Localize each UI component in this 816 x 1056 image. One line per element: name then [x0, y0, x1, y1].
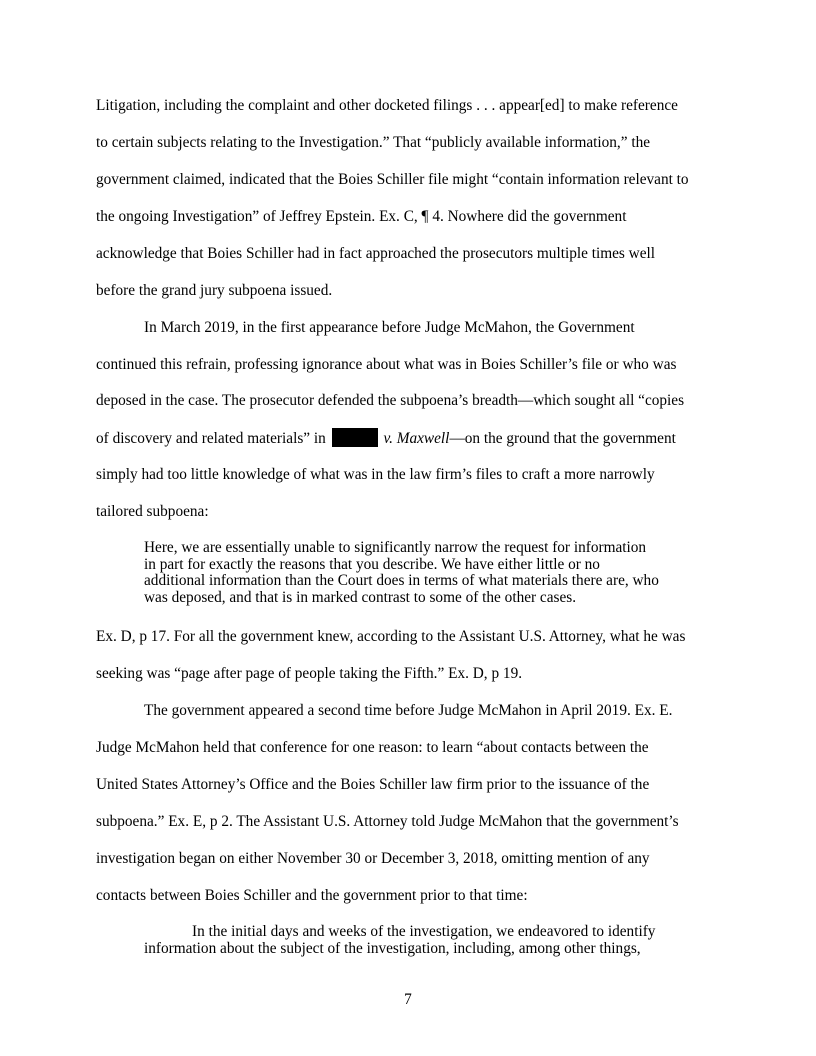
page-number: 7 [404, 991, 412, 1008]
para1-line-1: Litigation, including the complaint and other docketed filings . . . appear[ed] to make reference [96, 97, 678, 114]
quote2-line-1: In the initial days and weeks of the investigation, we endeavored to identify [192, 923, 656, 940]
para1-line-2: to certain subjects relating to the Investigation.” That “publicly available information,” the [96, 134, 651, 151]
redacted-line-before: of discovery and related materials” in [96, 430, 326, 447]
quote1-line-3: additional information than the Court does in terms of what materials there are, who [144, 572, 659, 589]
para2-line-6: tailored subpoena: [96, 503, 209, 520]
para1-line-3: government claimed, indicated that the Boies Schiller file might “contain information relevant to [96, 171, 689, 188]
para3-line-1: Ex. D, p 17. For all the government knew, according to the Assistant U.S. Attorney, what he was [96, 628, 686, 645]
para1-line-4: the ongoing Investigation” of Jeffrey Epstein. Ex. C, ¶ 4. Nowhere did the government [96, 208, 627, 225]
para2-line-5: simply had too little knowledge of what was in the law firm’s files to craft a more narrowly [96, 466, 655, 483]
para3-line-2: seeking was “page after page of people taking the Fifth.” Ex. D, p 19. [96, 665, 523, 682]
para1-line-5: acknowledge that Boies Schiller had in fact approached the prosecutors multiple times well [96, 245, 656, 262]
para4-line-1: The government appeared a second time before Judge McMahon in April 2019. Ex. E. [144, 702, 673, 719]
para2-line-2: continued this refrain, professing ignorance about what was in Boies Schiller’s file or who was [96, 356, 677, 373]
para4-line-3: United States Attorney’s Office and the Boies Schiller law firm prior to the issuance of the [96, 776, 650, 793]
para4-line-4: subpoena.” Ex. E, p 2. The Assistant U.S. Attorney told Judge McMahon that the government’s [96, 813, 679, 830]
redaction-block [332, 428, 378, 447]
quote1-line-4: was deposed, and that is in marked contrast to some of the other cases. [144, 588, 577, 606]
quote2-line-2: information about the subject of the investigation, including, among other things, [144, 939, 641, 957]
para2-line-1: In March 2019, in the first appearance before Judge McMahon, the Government [144, 319, 635, 336]
block-quote-2 [144, 924, 672, 957]
para4-line-5: investigation began on either November 30 or December 3, 2018, omitting mention of any [96, 850, 650, 867]
para2-line-3: deposed in the case. The prosecutor defended the subpoena’s breadth—which sought all “copies [96, 392, 685, 409]
block-quote-1 [144, 540, 672, 606]
para4-line-6: contacts between Boies Schiller and the government prior to that time: [96, 887, 528, 904]
quote1-line-2: in part for exactly the reasons that you describe. We have either little or no [144, 555, 600, 573]
para1-line-6: before the grand jury subpoena issued. [96, 282, 333, 299]
para4-line-2: Judge McMahon held that conference for one reason: to learn “about contacts between the [96, 739, 649, 756]
redacted-line-after: —on the ground that the government [449, 430, 676, 447]
quote1-line-1: Here, we are essentially unable to significantly narrow the request for information [144, 539, 647, 556]
para2-line-4-redacted [96, 428, 720, 449]
case-name-italic: v. Maxwell [383, 430, 450, 447]
